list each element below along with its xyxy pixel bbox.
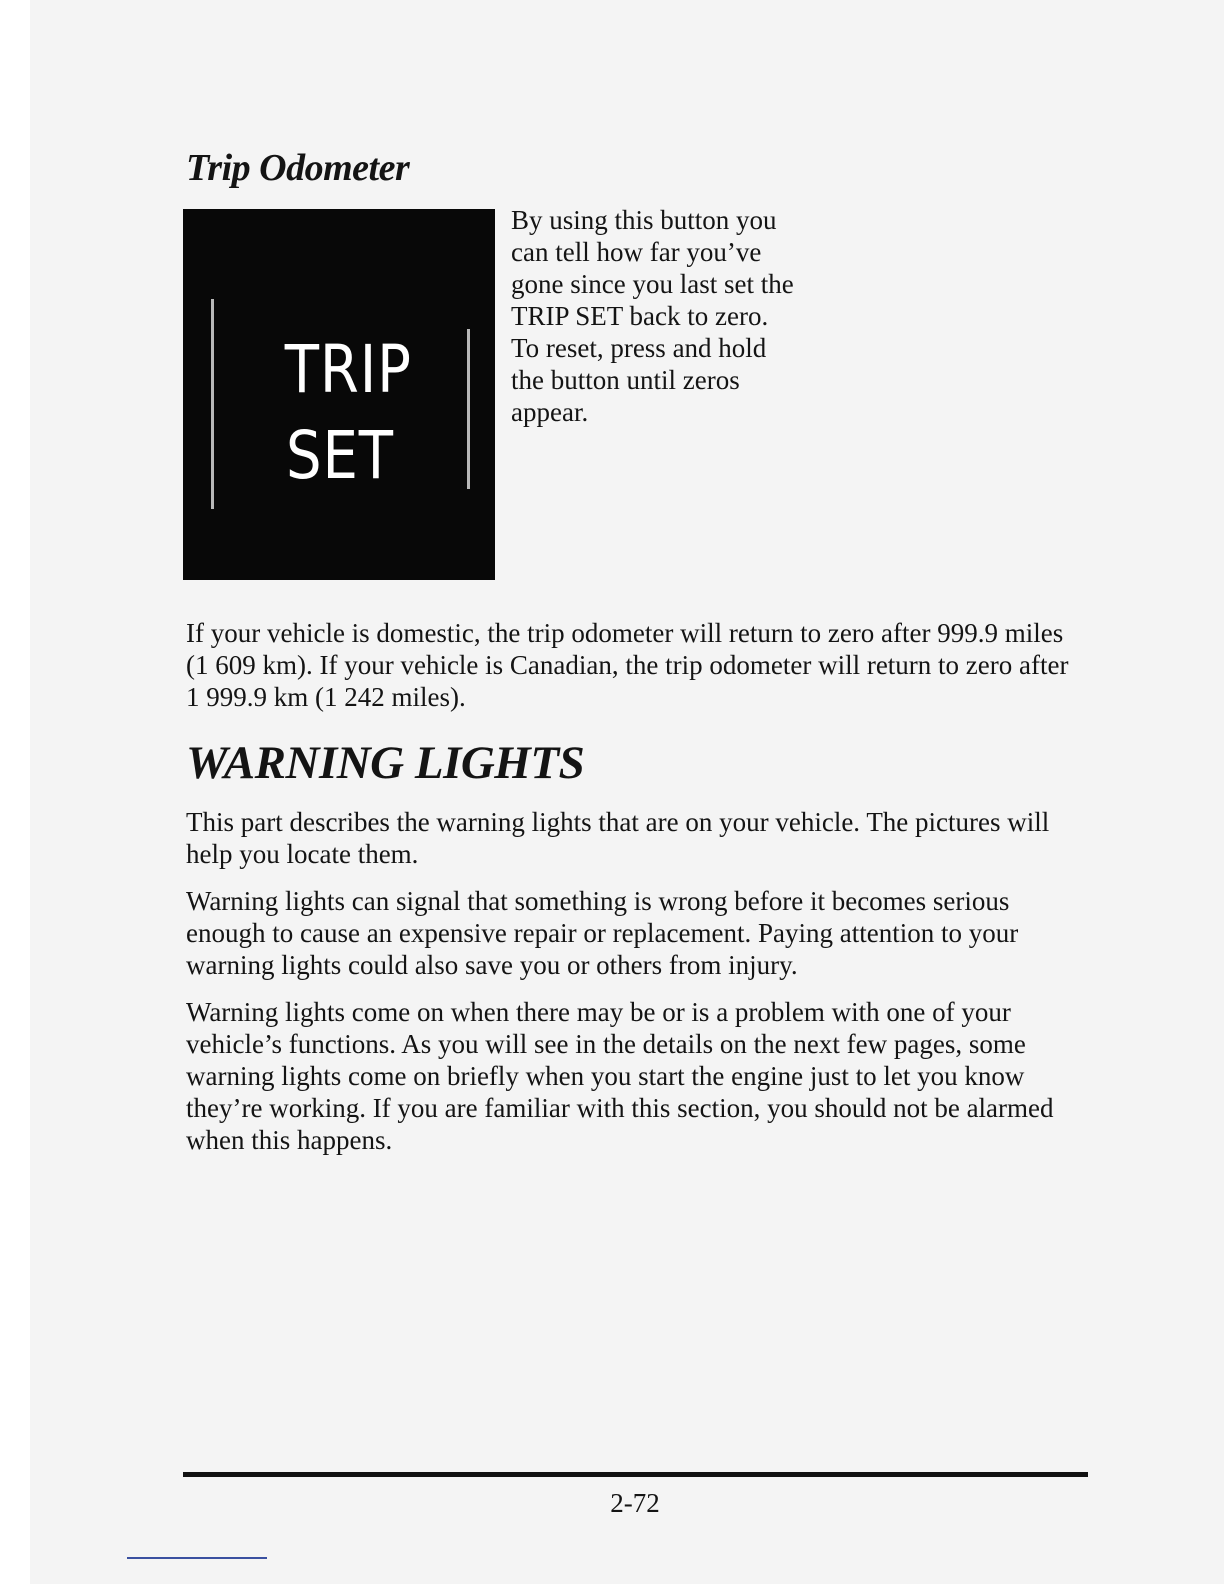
scan-artifact-line [127, 1557, 267, 1559]
trip-odometer-title: Trip Odometer [186, 147, 410, 189]
warning-intro-paragraph: This part describes the warning lights that are on your vehicle. The pictures will help you locate them. [186, 807, 1050, 869]
footer-rule [183, 1472, 1088, 1477]
warning-behavior-paragraph: Warning lights come on when there may be or is a problem with one of your vehicle’s functions. As you will see in the details on the next few pages, some warning lights come on briefly when you start the engine just to let you know they’re working. If you are familiar with this section, you should not be alarmed when this happens. [186, 997, 1054, 1155]
trip-set-button-image [183, 209, 495, 580]
button-right-edge [467, 329, 470, 489]
warning-lights-heading: WARNING LIGHTS [186, 737, 585, 789]
trip-set-label-top: TRIP [284, 331, 412, 408]
trip-rollover-paragraph: If your vehicle is domestic, the trip odometer will return to zero after 999.9 miles (1 609 km). If your vehicle is Canadian, the trip odometer will return to zero after 1 999.9 km (1 242 miles). [186, 618, 1069, 712]
trip-set-description: By using this button you can tell how far you’ve gone since you last set the TRIP SET back to zero. To reset, press and hold the button until zeros appear. [511, 205, 794, 427]
trip-set-label-bottom: SET [286, 417, 394, 494]
button-left-edge [211, 299, 214, 509]
page-number: 2-72 [610, 1488, 660, 1518]
warning-signal-paragraph: Warning lights can signal that something is wrong before it becomes serious enough to cause an expensive repair or replacement. Paying attention to your warning lights could also save you or others from injury. [186, 886, 1019, 980]
